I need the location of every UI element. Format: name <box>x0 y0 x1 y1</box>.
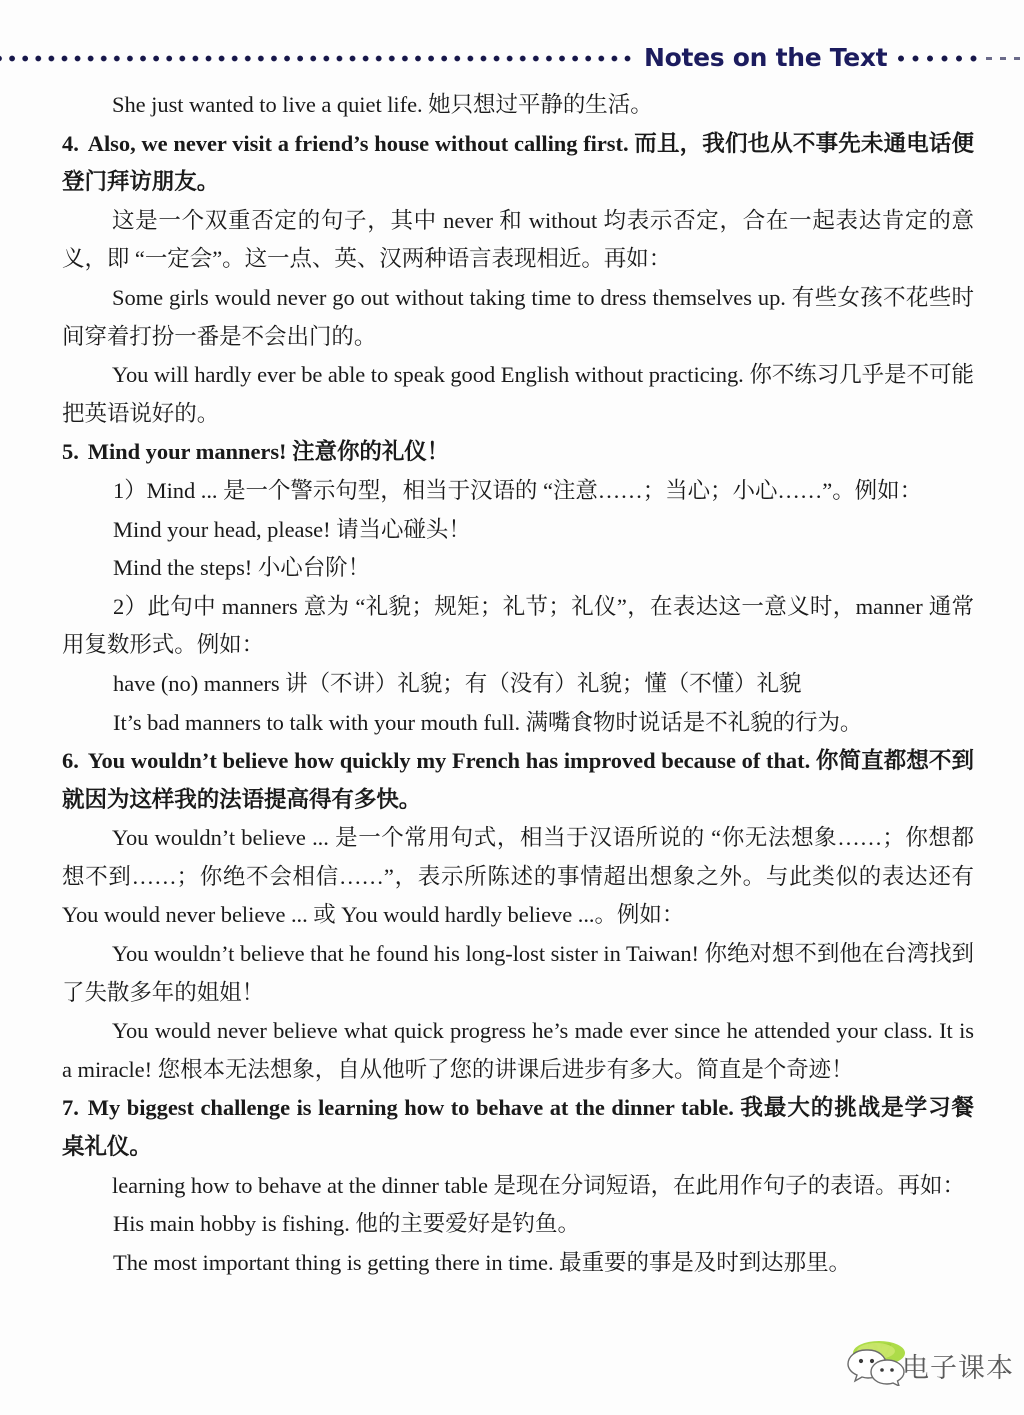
note-subitem-label-5-1: 1）Mind ... 是一个警示句型，相当于汉语的 “注意……；当心；小心……”。例如： <box>113 477 923 503</box>
page-content <box>62 86 974 1282</box>
header-dashes-icon <box>986 57 1024 60</box>
note-item-heading-text-4: Also, we never visit a friend’s house without calling first. 而且，我们也从不事先未通电话便登门拜访朋友。 <box>62 130 974 195</box>
note-example-7-1: His main hobby is fishing. 他的主要爱好是钓鱼。 <box>113 1211 580 1237</box>
note-item-heading-text-6: You wouldn’t believe how quickly my French has improved because of that. 你简直都想不到就因为这样我的法语提高得有多快。 <box>62 748 974 812</box>
note-example-5-2-1: have (no) manners 讲（不讲）礼貌；有（没有）礼貌；懂（不懂）礼貌 <box>113 670 802 696</box>
note-item-number-4: 4. <box>62 130 79 156</box>
note-subitem-label-5-2: 2）此句中 manners 意为 “礼貌；规矩；礼节；礼仪”，在表达这一意义时，manner 通常用复数形式。例如： <box>62 593 974 658</box>
note-example-5-2-2: It’s bad manners to talk with your mouth full. 满嘴食物时说话是不礼貌的行为。 <box>113 709 863 735</box>
page-header <box>0 38 1024 78</box>
note-item-paragraph-6-1: You wouldn’t believe ... 是一个常用句式，相当于汉语所说的 “你无法想象……；你想都想不到……；你绝不会相信……”，表示所陈述的事情超出想象之外。与此类似的表达还有 You would never believe ... 或 You would hardly believe ...。例如： <box>62 825 974 928</box>
note-example-7-2: The most important thing is getting there in time. 最重要的事是及时到达那里。 <box>113 1249 851 1275</box>
note-item-heading-6 <box>62 742 974 819</box>
note-example-5-1-2: Mind the steps! 小心台阶！ <box>113 555 371 581</box>
note-item-number-6: 6. <box>62 748 79 774</box>
footer-watermark <box>846 1336 1016 1394</box>
brand-label: 电子课本 <box>902 1353 1014 1384</box>
note-item-paragraph-7-1: learning how to behave at the dinner table 是现在分词短语，在此用作句子的表语。再如： <box>112 1172 965 1198</box>
note-item-heading-4 <box>62 125 974 202</box>
note-example-5-1-1: Mind your head, please! 请当心碰头！ <box>113 516 471 542</box>
note-item-number-5: 5. <box>62 439 79 465</box>
note-item-paragraph-6-3: You would never believe what quick progress he’s made ever since he attended your class. It is a miracle! 您根本无法想象，自从他听了您的讲课后进步有多大。简直是个奇迹！ <box>62 1018 974 1082</box>
header-dots-right-icon <box>898 55 984 62</box>
page-title: Notes on the Text <box>644 42 888 72</box>
note-item-number-7: 7. <box>62 1095 79 1121</box>
note-item-paragraph-4-2: Some girls would never go out without taking time to dress themselves up. 有些女孩不花些时间穿着打扮一番是不会出门的。 <box>62 284 974 349</box>
note-item-heading-7 <box>62 1089 974 1166</box>
opening-line: She just wanted to live a quiet life. 她只想过平静的生活。 <box>112 92 653 117</box>
note-item-heading-5 <box>62 433 974 472</box>
note-item-paragraph-6-2: You wouldn’t believe that he found his long-lost sister in Taiwan! 你绝对想不到他在台湾找到了失散多年的姐姐！ <box>62 941 974 1005</box>
note-item-paragraph-4-1: 这是一个双重否定的句子，其中 never 和 without 均表示否定，合在一起表达肯定的意义，即 “一定会”。这一点、英、汉两种语言表现相近。再如： <box>62 207 974 272</box>
note-item-heading-text-7: My biggest challenge is learning how to behave at the dinner table. 我最大的挑战是学习餐桌礼仪。 <box>62 1095 974 1160</box>
header-dots-left-icon <box>0 55 632 62</box>
note-item-heading-text-5: Mind your manners! 注意你的礼仪！ <box>87 439 450 465</box>
note-item-paragraph-4-3: You will hardly ever be able to speak good English without practicing. 你不练习几乎是不可能把英语说好的。 <box>62 362 974 426</box>
